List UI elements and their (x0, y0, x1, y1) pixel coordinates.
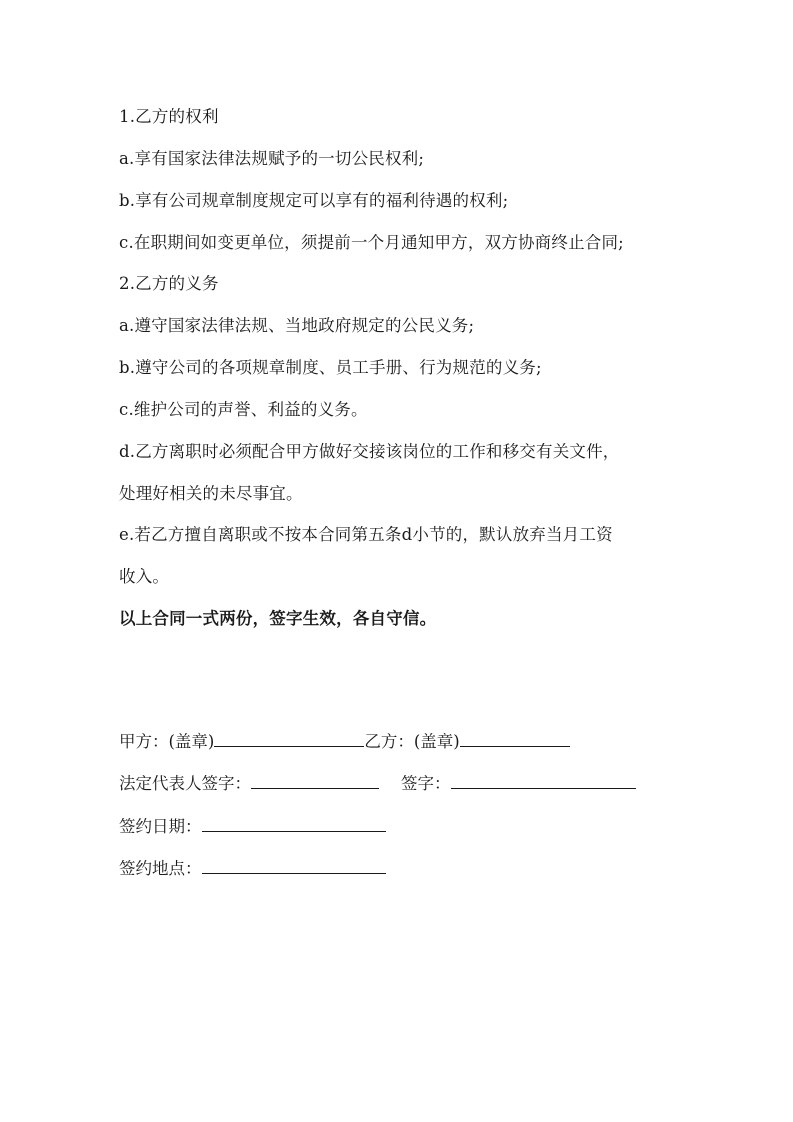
legal-rep-signature-blank (251, 772, 379, 789)
party-a-seal-blank (214, 730, 364, 747)
date-label: 签约日期： (119, 817, 202, 836)
duties-item-b: b.遵守公司的各项规章制度、员工手册、行为规范的义务; (119, 358, 542, 377)
duties-item-a: a.遵守国家法律法规、当地政府规定的公民义务; (119, 316, 475, 335)
place-blank (202, 857, 386, 874)
legal-rep-label: 法定代表人签字： (119, 774, 251, 793)
party-a-label: 甲方：(盖章) (119, 732, 215, 751)
duties-item-e: e.若乙方擅自离职或不按本合同第五条d小节的，默认放弃当月工资 (119, 525, 613, 544)
party-signature-row (119, 730, 570, 753)
duties-item-e-cont: 收入。 (119, 567, 170, 586)
place-label: 签约地点： (119, 859, 202, 878)
party-b-label: 乙方：(盖章) (364, 732, 460, 751)
rights-item-b: b.享有公司规章制度规定可以享有的福利待遇的权利; (119, 191, 509, 210)
duties-item-d-cont: 处理好相关的未尽事宜。 (119, 484, 303, 503)
rights-heading: 1.乙方的权利 (119, 107, 219, 126)
date-row (119, 815, 386, 838)
closing-statement: 以上合同一式两份，签字生效，各自守信。 (119, 609, 437, 628)
date-blank (202, 815, 386, 832)
duties-heading: 2.乙方的义务 (119, 274, 219, 293)
party-b-seal-blank (460, 730, 570, 747)
rights-item-c: c.在职期间如变更单位，须提前一个月通知甲方，双方协商终止合同; (119, 233, 624, 252)
sign-blank (451, 772, 636, 789)
legal-rep-signature-row (119, 772, 636, 795)
place-row (119, 857, 386, 880)
duties-item-c: c.维护公司的声誉、利益的义务。 (119, 400, 368, 419)
sign-label: 签字： (401, 774, 451, 793)
rights-item-a: a.享有国家法律法规赋予的一切公民权利; (119, 149, 425, 168)
duties-item-d: d.乙方离职时必须配合甲方做好交接该岗位的工作和移交有关文件， (119, 442, 620, 461)
